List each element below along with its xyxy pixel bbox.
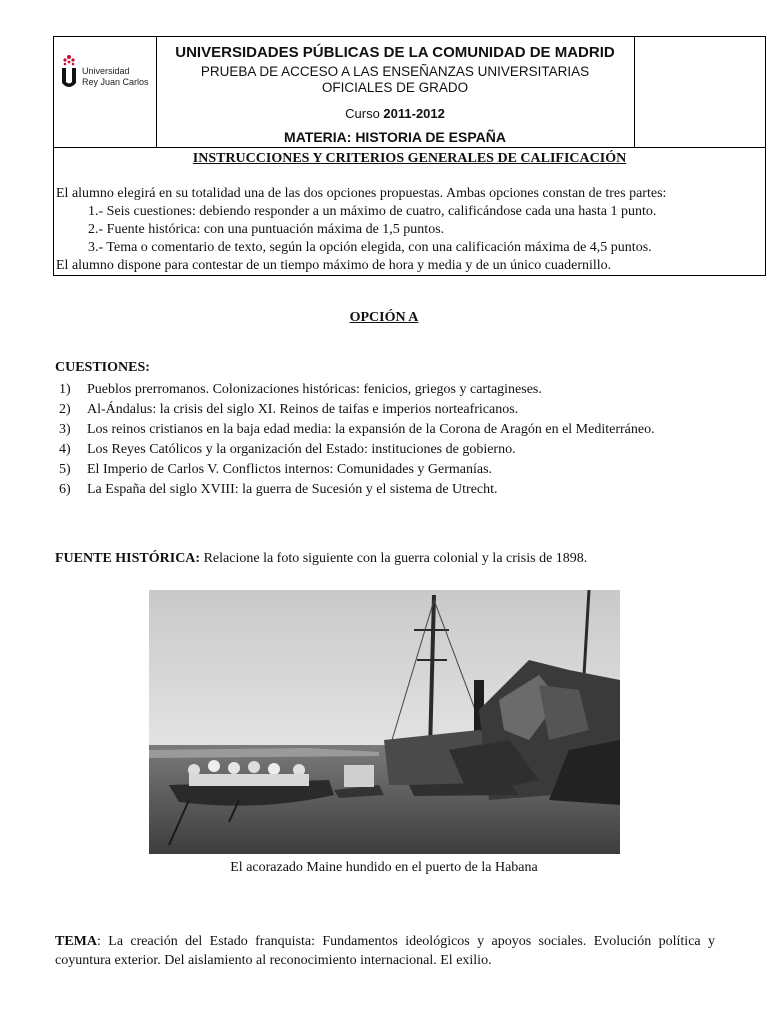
exam-subtitle: PRUEBA DE ACCESO A LAS ENSEÑANZAS UNIVERSITARIAS OFICIALES DE GRADO (200, 64, 590, 95)
questions-list (55, 380, 715, 500)
option-title: OPCIÓN A (349, 310, 419, 325)
question-item: 2) Al-Ándalus: la crisis del siglo XI. Reinos de taifas e imperios norteafricanos. (59, 402, 519, 417)
instructions-item: 1.- Seis cuestiones: debiendo responder a un máximo de cuatro, calificándose cada una hasta 1 punto. (88, 204, 657, 219)
instructions-time: El alumno dispone para contestar de un tiempo máximo de hora y media y de un único cuadernillo. (56, 258, 612, 273)
photo-caption: El acorazado Maine hundido en el puerto de la Habana (230, 860, 538, 875)
logo-wordmark: Universidad Rey Juan Carlos (82, 66, 149, 87)
questions-heading: CUESTIONES: (55, 360, 150, 375)
instructions-intro: El alumno elegirá en su totalidad una de las dos opciones propuestas. Ambas opciones constan de tres partes: (56, 186, 667, 201)
subject-title: MATERIA: HISTORIA DE ESPAÑA (284, 129, 506, 145)
instructions-item: 2.- Fuente histórica: con una puntuación máxima de 1,5 puntos. (88, 222, 445, 237)
university-logo-icon (60, 54, 78, 90)
maine-wreck-photo (149, 590, 620, 854)
instructions-item: 3.- Tema o comentario de texto, según la opción elegida, con una calificación máxima de 4,5 puntos. (88, 240, 652, 255)
question-item: 5) El Imperio de Carlos V. Conflictos internos: Comunidades y Germanías. (59, 462, 493, 477)
logo-cell (54, 37, 157, 147)
title-cell (156, 37, 635, 147)
instructions-title: INSTRUCCIONES Y CRITERIOS GENERALES DE CALIFICACIÓN (192, 151, 627, 166)
course-year: Curso 2011-2012 (345, 106, 445, 121)
instructions-body (56, 185, 763, 275)
blank-cell (635, 37, 765, 147)
question-item: 4) Los Reyes Católicos y la organización del Estado: instituciones de gobierno. (59, 442, 516, 457)
historical-source: FUENTE HISTÓRICA: Relacione la foto siguiente con la guerra colonial y la crisis de 1898. (55, 551, 588, 566)
question-item: 3) Los reinos cristianos en la baja edad media: la expansión de la Corona de Aragón en el Mediterráneo. (59, 422, 655, 437)
essay-topic: TEMA: La creación del Estado franquista: Fundamentos ideológicos y apoyos sociales. Evolución política y coyuntura exterior. Del aislamiento al reconocimiento internacional. El exilio. (55, 934, 715, 968)
question-item: 6) La España del siglo XVIII: la guerra de Sucesión y el sistema de Utrecht. (59, 482, 498, 497)
exam-institution: UNIVERSIDADES PÚBLICAS DE LA COMUNIDAD DE MADRID (175, 44, 615, 61)
header-top-row (54, 37, 765, 148)
header-table (53, 36, 766, 276)
question-item: 1) Pueblos prerromanos. Colonizaciones históricas: fenicios, griegos y cartagineses. (59, 382, 542, 397)
